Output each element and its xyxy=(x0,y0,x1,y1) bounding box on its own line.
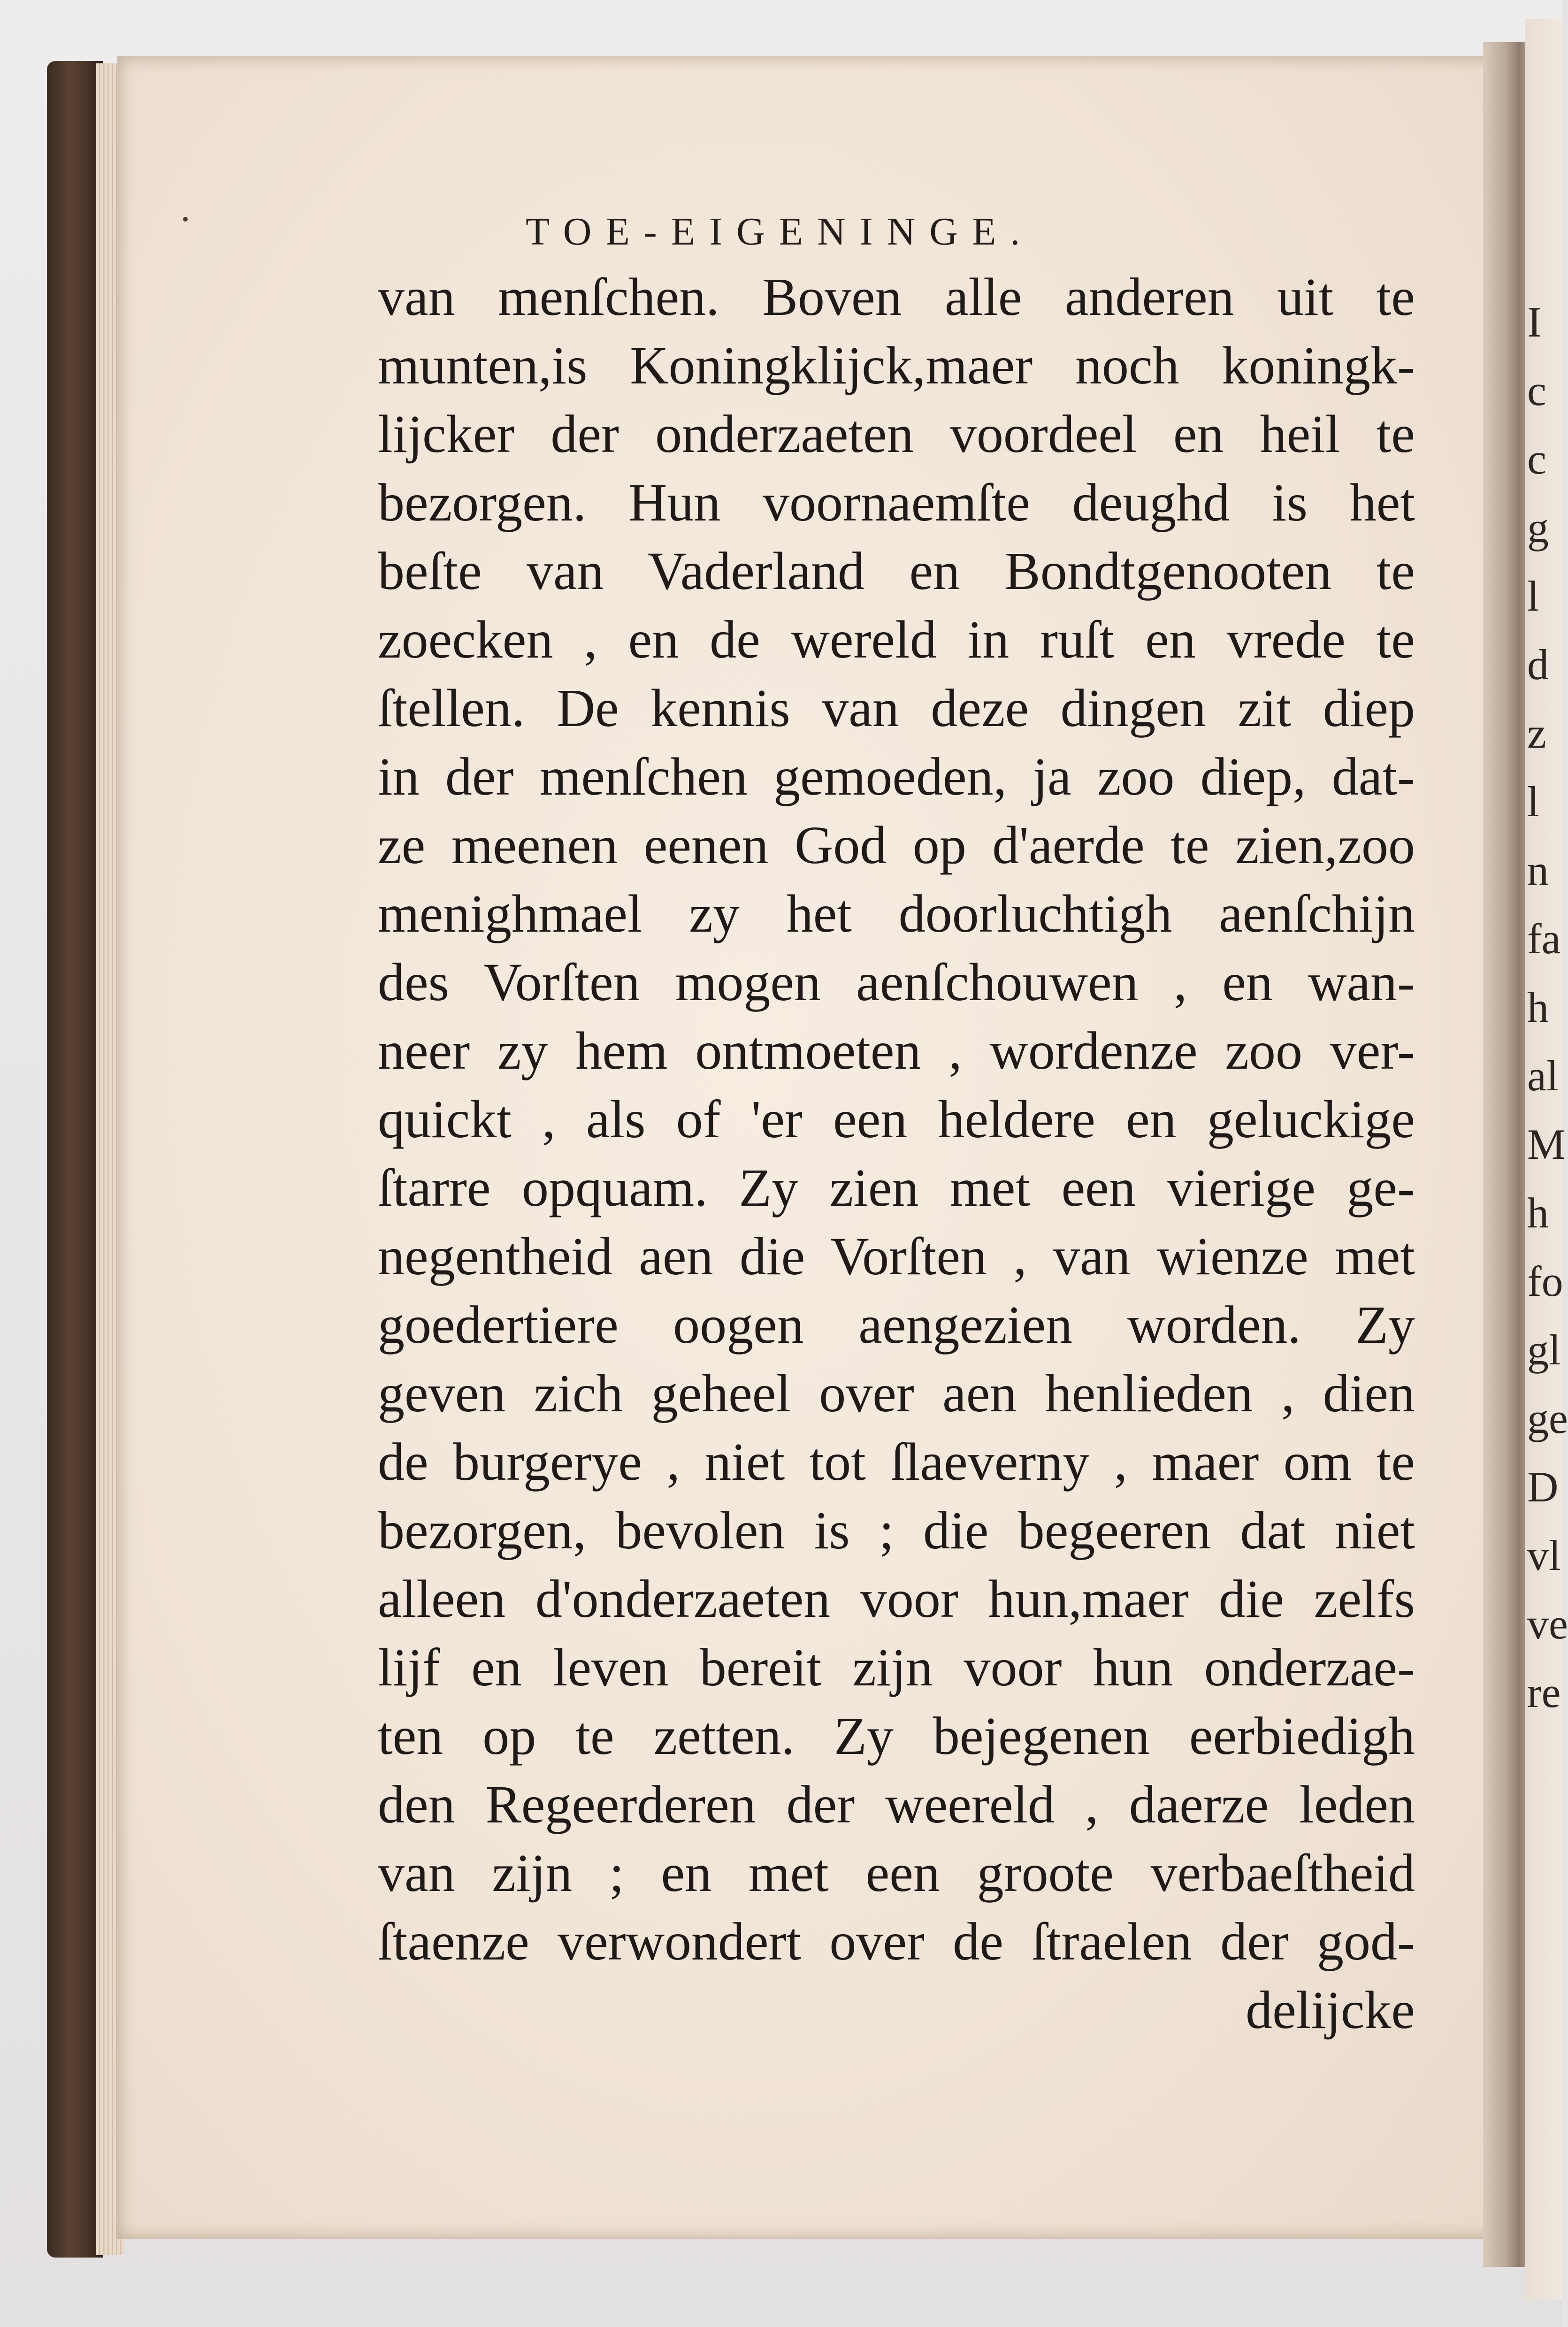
facing-page-fragment: g xyxy=(1527,504,1549,551)
text-line: munten,is Koningklijck,maer noch koningk- xyxy=(378,336,1415,395)
facing-page-fragment: D xyxy=(1527,1463,1559,1511)
text-line: lijcker der onderzaeten voordeel en heil te xyxy=(378,404,1415,464)
text-line: de burgerye , niet tot ſlaeverny , maer om te xyxy=(378,1432,1415,1492)
text-line: ten op te zetten. Zy bejegenen eerbiedigh xyxy=(378,1706,1415,1766)
facing-page-fragment: re xyxy=(1527,1669,1561,1716)
text-line: in der menſchen gemoeden, ja zoo diep, dat- xyxy=(378,747,1415,806)
ink-speck xyxy=(183,217,188,222)
text-line: geven zich geheel over aen henlieden , dien xyxy=(378,1363,1415,1423)
facing-page-fragment: n xyxy=(1527,846,1549,894)
text-line: ſtellen. De kennis van deze dingen zit diep xyxy=(378,678,1415,738)
facing-page-fragment: h xyxy=(1527,983,1549,1031)
facing-page-fragment: M xyxy=(1527,1120,1566,1168)
facing-page-fragment: l xyxy=(1527,778,1539,826)
text-line: des Vorſten mogen aenſchouwen , en wan- xyxy=(378,952,1415,1012)
facing-page-fragment: d xyxy=(1527,641,1549,689)
text-line: goedertiere oogen aengezien worden. Zy xyxy=(378,1295,1415,1355)
facing-page-fragment: z xyxy=(1527,709,1546,757)
running-head: TOE-EIGENINGE. xyxy=(526,210,1034,253)
facing-page-fragment: h xyxy=(1527,1189,1549,1237)
text-line: menighmael zy het doorluchtigh aenſchijn xyxy=(378,884,1415,943)
text-line: beſte van Vaderland en Bondtgenooten te xyxy=(378,541,1415,601)
facing-page-fragment: I xyxy=(1527,298,1542,346)
text-line: zoecken , en de wereld in ruſt en vrede te xyxy=(378,610,1415,669)
facing-page-edge xyxy=(1525,19,1568,2300)
facing-page-fragment: vl xyxy=(1527,1531,1561,1579)
text-line: neer zy hem ontmoeten , wordenze zoo ver- xyxy=(378,1021,1415,1080)
facing-page-fragment: gl xyxy=(1527,1326,1561,1374)
text-line: quickt , als of 'er een heldere en geluckige xyxy=(378,1089,1415,1149)
text-line: alleen d'onderzaeten voor hun,maer die zelfs xyxy=(378,1569,1415,1629)
facing-page-fragment: fo xyxy=(1527,1257,1563,1305)
text-line: ze meenen eenen God op d'aerde te zien,zoo xyxy=(378,815,1415,875)
facing-page-fragment: fa xyxy=(1527,915,1561,963)
body-text xyxy=(378,263,1415,2044)
facing-page-fragment: ge xyxy=(1527,1394,1568,1442)
text-line: ſtarre opquam. Zy zien met een vierige ge- xyxy=(378,1158,1415,1217)
text-line: ſtaenze verwondert over de ſtraelen der god- xyxy=(378,1912,1415,1971)
text-line: bezorgen, bevolen is ; die begeeren dat niet xyxy=(378,1500,1415,1560)
catchword: delijcke xyxy=(1246,1980,1415,2040)
facing-page-fragment: c xyxy=(1527,435,1546,483)
text-line: lijf en leven bereit zijn voor hun onderzae- xyxy=(378,1638,1415,1697)
book-spine xyxy=(47,61,103,2258)
text-line: negentheid aen die Vorſten , van wienze met xyxy=(378,1226,1415,1286)
text-line: van menſchen. Boven alle anderen uit te xyxy=(378,267,1415,327)
facing-page-fragment: l xyxy=(1527,572,1539,620)
text-line: bezorgen. Hun voornaemſte deughd is het xyxy=(378,473,1415,532)
facing-page-fragment: ve xyxy=(1527,1600,1568,1648)
text-line: van zijn ; en met een groote verbaeſtheid xyxy=(378,1843,1415,1903)
facing-page-fragment: c xyxy=(1527,367,1546,414)
text-line: den Regeerderen der weereld , daerze leden xyxy=(378,1775,1415,1834)
facing-page-fragment: al xyxy=(1527,1052,1559,1100)
